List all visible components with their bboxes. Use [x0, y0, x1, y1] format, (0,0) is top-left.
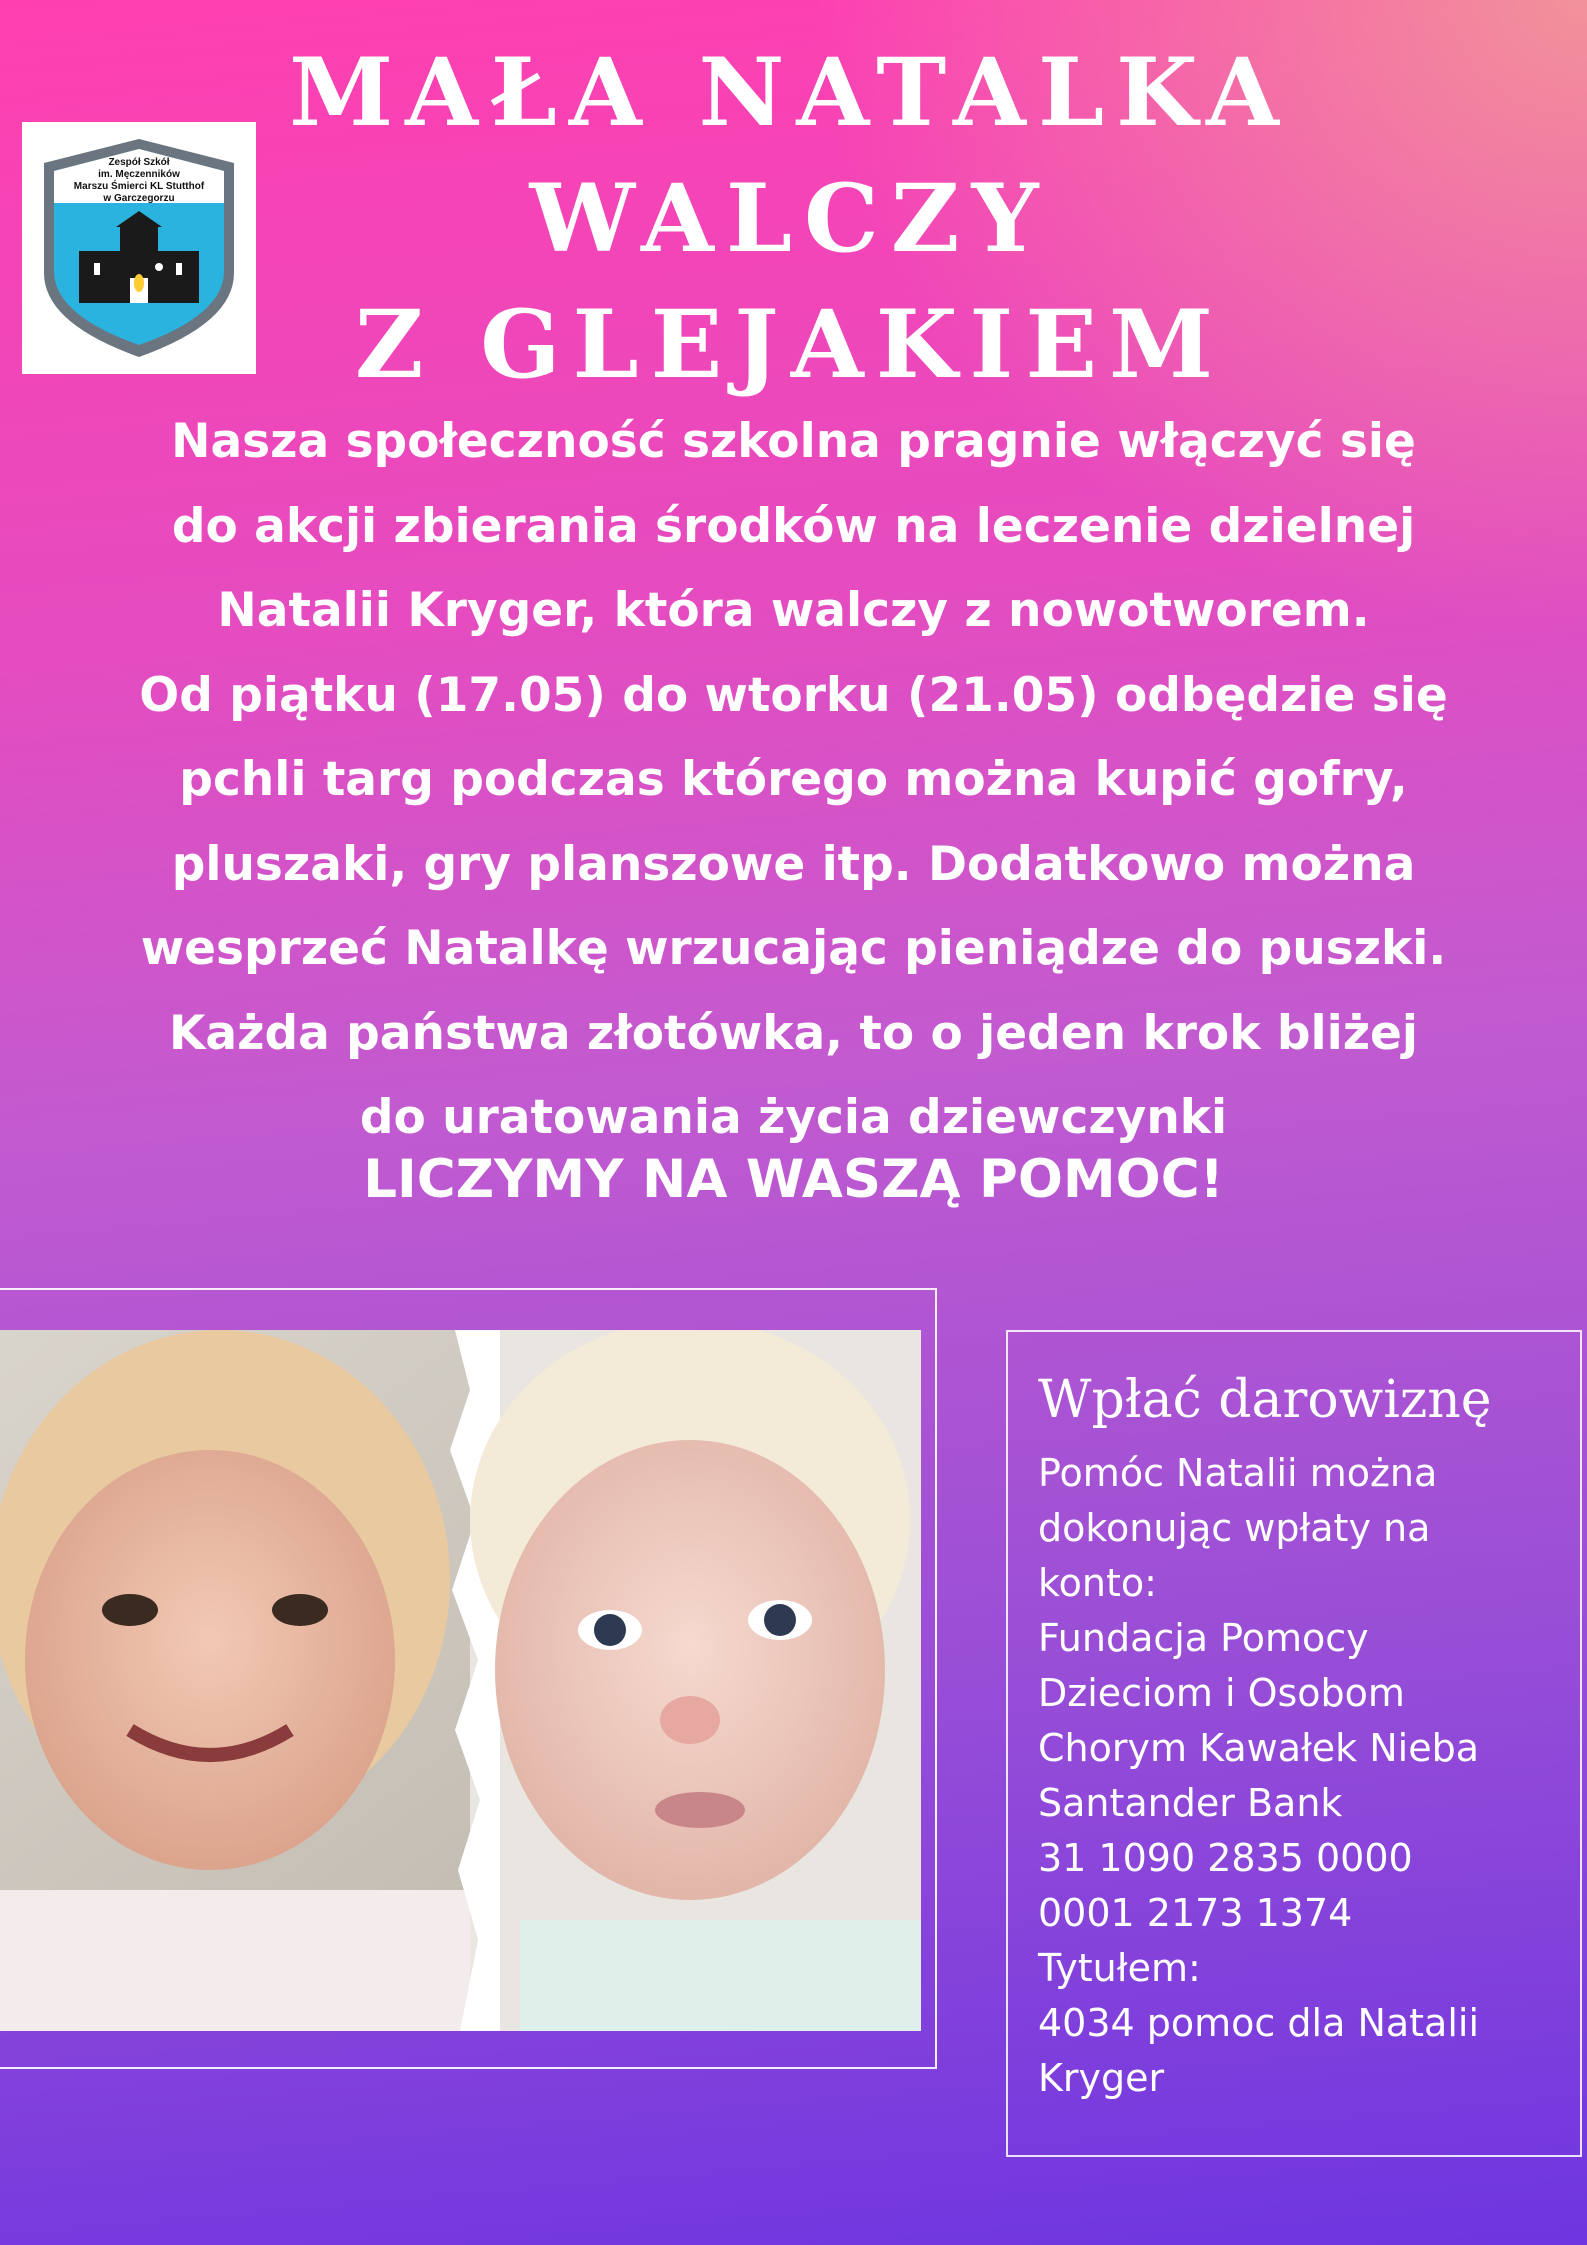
title-line-2: WALCZY — [529, 164, 1051, 274]
school-shield-icon — [34, 133, 244, 363]
body-line-3: Natalii Kryger, która walczy z nowotworem. — [217, 583, 1370, 638]
body-line-1: Nasza społeczność szkolna pragnie włączyć się — [171, 414, 1416, 469]
donation-title: Wpłać darowiznę — [1038, 1370, 1492, 1430]
body-line-8: Każda państwa złotówka, to o jeden krok bliżej — [168, 1005, 1419, 1061]
body-line-9: do uratowania życia dziewczynki — [359, 1090, 1228, 1145]
body-line-6: pluszaki, gry planszowe itp. Dodatkowo można — [171, 836, 1416, 892]
account-number-line-2: 0001 2173 1374 — [1038, 1891, 1353, 1935]
donation-line-11: 4034 pomoc dla Natalii — [1038, 2001, 1480, 2045]
announcement-text — [40, 400, 1547, 1161]
logo-text-4: w Garczegorzu — [103, 193, 175, 204]
account-number-line-1: 31 1090 2835 0000 — [1038, 1836, 1413, 1880]
donation-line-12: Kryger — [1038, 2056, 1165, 2100]
body-line-7: wesprzeć Natalkę wrzucając pieniądze do puszki. — [140, 921, 1447, 976]
page-title — [240, 30, 1340, 408]
logo-text-1: Zespół Szkół — [108, 157, 170, 168]
donation-details — [1038, 1446, 1479, 2106]
body-line-4: Od piątku (17.05) do wtorku (21.05) odbędzie się — [139, 667, 1448, 723]
donation-line-1: Pomóc Natalii można — [1038, 1451, 1438, 1495]
donation-line-5: Dzieciom i Osobom — [1038, 1671, 1405, 1715]
donation-line-10: Tytułem: — [1038, 1946, 1201, 1990]
school-logo — [22, 122, 256, 374]
title-line-1: MAŁA NATALKA — [289, 38, 1291, 148]
logo-text-2: im. Męczenników — [98, 169, 180, 180]
child-photo — [0, 1330, 921, 2031]
donation-line-3: konto: — [1038, 1561, 1157, 1605]
logo-text-3: Marszu Śmierci KL Stutthof — [73, 181, 205, 192]
title-line-3: Z GLEJAKIEM — [354, 290, 1226, 400]
body-line-5: pchli targ podczas którego można kupić gofry, — [179, 752, 1408, 807]
call-to-action: LICZYMY NA WASZĄ POMOC! — [363, 1149, 1224, 1210]
donation-line-2: dokonując wpłaty na — [1038, 1506, 1431, 1550]
body-line-2: do akcji zbierania środków na leczenie dzielnej — [171, 498, 1416, 554]
donation-line-4: Fundacja Pomocy — [1038, 1616, 1369, 1660]
donation-line-6: Chorym Kawałek Nieba — [1038, 1726, 1480, 1770]
donation-line-7: Santander Bank — [1038, 1781, 1343, 1825]
